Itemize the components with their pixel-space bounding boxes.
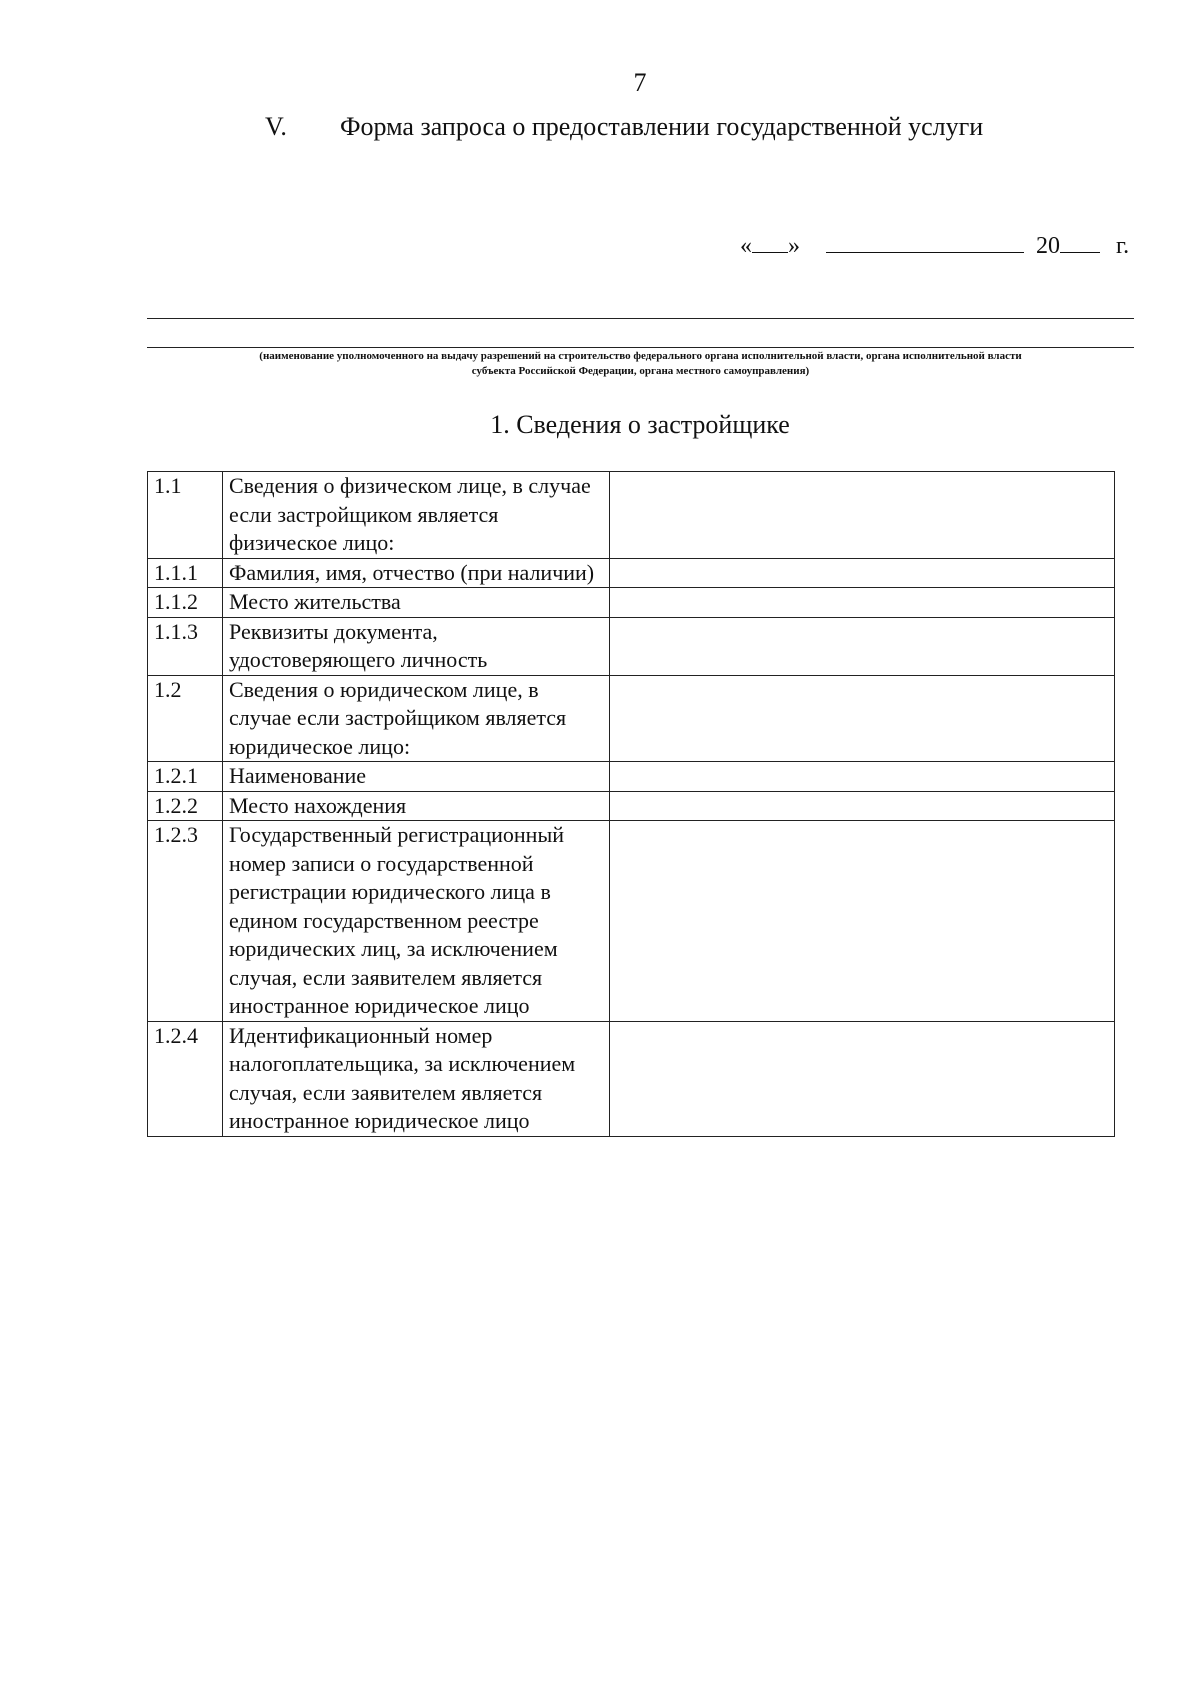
row-value-field[interactable] [610, 588, 1115, 618]
table-row [148, 821, 1115, 1022]
row-label: Сведения о юридическом лице, в случае если застройщиком является юридическое лицо: [223, 675, 610, 762]
row-number: 1.1.3 [148, 617, 223, 675]
table-row [148, 558, 1115, 588]
section-heading [265, 112, 983, 142]
authority-caption-line-2: субъекта Российской Федерации, органа местного самоуправления) [471, 365, 810, 377]
row-value-field[interactable] [610, 762, 1115, 792]
year-prefix: 20 [1036, 233, 1060, 259]
day-blank[interactable] [752, 232, 788, 253]
developer-section-title: 1. Сведения о застройщике [490, 410, 790, 439]
table-row [148, 617, 1115, 675]
row-label: Место жительства [223, 588, 610, 618]
year-suffix: г. [1116, 233, 1130, 259]
row-value-field[interactable] [610, 472, 1115, 559]
row-number: 1.2.3 [148, 821, 223, 1022]
table-row [148, 791, 1115, 821]
row-value-field[interactable] [610, 675, 1115, 762]
page-number: 7 [633, 68, 647, 97]
row-number: 1.1.2 [148, 588, 223, 618]
authority-name-line-1[interactable] [147, 318, 1134, 319]
row-label: Государственный регистрационный номер записи о государственной регистрации юридического лица в едином государственном реестре юридических лиц, за исключением случая, если заявителем является иностранное юридическое лицо [223, 821, 610, 1022]
section-title: Форма запроса о предоставлении государственной услуги [340, 112, 984, 141]
row-value-field[interactable] [610, 1021, 1115, 1136]
month-blank[interactable] [826, 232, 1024, 253]
date-line [740, 232, 1129, 260]
date-open-quote: « [740, 233, 752, 259]
row-value-field[interactable] [610, 617, 1115, 675]
row-label: Сведения о физическом лице, в случае если застройщиком является физическое лицо: [223, 472, 610, 559]
authority-name-line-2[interactable] [147, 347, 1134, 348]
table-row [148, 762, 1115, 792]
row-label: Фамилия, имя, отчество (при наличии) [223, 558, 610, 588]
row-label: Идентификационный номер налогоплательщика, за исключением случая, если заявителем является иностранное юридическое лицо [223, 1021, 610, 1136]
authority-caption-line-1: (наименование уполномоченного на выдачу разрешений на строительство федерального органа исполнительной власти, органа исполнительной власти [259, 350, 1022, 362]
table-row [148, 472, 1115, 559]
table-row [148, 675, 1115, 762]
year-blank[interactable] [1060, 232, 1100, 253]
row-number: 1.2.2 [148, 791, 223, 821]
row-number: 1.1 [148, 472, 223, 559]
row-number: 1.2.4 [148, 1021, 223, 1136]
table-row [148, 1021, 1115, 1136]
authority-caption [147, 349, 1134, 379]
table-row [148, 588, 1115, 618]
row-value-field[interactable] [610, 791, 1115, 821]
row-label: Наименование [223, 762, 610, 792]
row-label: Место нахождения [223, 791, 610, 821]
section-roman-numeral: V. [265, 112, 287, 141]
developer-info-table [147, 471, 1115, 1137]
row-number: 1.2.1 [148, 762, 223, 792]
row-label: Реквизиты документа, удостоверяющего личность [223, 617, 610, 675]
row-value-field[interactable] [610, 558, 1115, 588]
row-number: 1.2 [148, 675, 223, 762]
date-close-quote: » [788, 233, 800, 259]
row-number: 1.1.1 [148, 558, 223, 588]
row-value-field[interactable] [610, 821, 1115, 1022]
